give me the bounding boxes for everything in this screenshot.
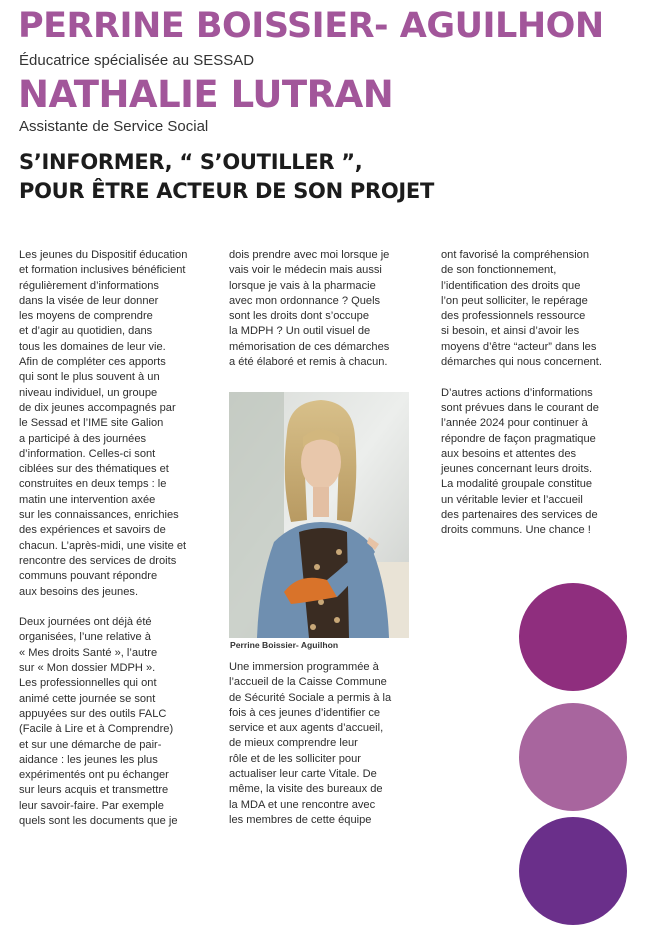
- text-line: les membres de cette équipe: [229, 813, 372, 826]
- text-line: Les professionnelles qui ont: [19, 677, 157, 690]
- text-line: appuyées sur des outils FALC: [19, 707, 167, 720]
- text-line: dans la visée de leur donner: [19, 294, 159, 307]
- text-line: Une immersion programmée à: [229, 661, 379, 673]
- text-line: aidance : les jeunes les plus: [19, 753, 158, 766]
- text-line: l’année 2024 pour continuer à: [441, 417, 588, 430]
- text-line: vais voir le médecin mais aussi: [229, 264, 382, 277]
- headline-line-2: POUR ÊTRE ACTEUR DE SON PROJET: [19, 179, 434, 203]
- text-line: l’on peut solliciter, le repérage: [441, 294, 588, 307]
- paragraph: [441, 248, 641, 370]
- text-line: fois à ces jeunes d’identifier ce: [229, 706, 381, 719]
- text-line: construites en deux temps : le: [19, 478, 167, 491]
- text-line: « Mes droits Santé », l’autre: [19, 646, 158, 659]
- text-line: le Sessad et l’IME site Galion: [19, 417, 164, 430]
- text-line: aux besoins des jeunes.: [19, 585, 139, 598]
- text-line: des professionnels ressource: [441, 310, 586, 323]
- text-line: même, la visite des bureaux de: [229, 783, 383, 796]
- text-line: des partenaires des services de: [441, 509, 598, 522]
- text-line: la MDPH ? Un outil visuel de: [229, 325, 371, 338]
- text-line: Les jeunes du Dispositif éducation: [19, 249, 188, 261]
- text-line: Deux journées ont déjà été: [19, 616, 152, 629]
- text-line: démarches qui nous concernent.: [441, 356, 602, 369]
- author-role-perrine: Éducatrice spécialisée au SESSAD: [19, 52, 255, 69]
- text-line: La modalité groupale constitue: [441, 478, 593, 491]
- text-line: sont prévues dans le courant de: [441, 401, 599, 414]
- text-line: actualiser leur carte Vitale. De: [229, 768, 377, 781]
- headline-line-1: S’INFORMER, “ S’OUTILLER ”,: [19, 150, 363, 174]
- text-column-3: [441, 248, 641, 539]
- text-line: l’accueil de la Caisse Commune: [229, 676, 387, 689]
- text-line: aux besoins et attentes des: [441, 447, 577, 460]
- author-name-nathalie: NATHALIE LUTRAN: [18, 73, 394, 116]
- text-line: rôle et de les solliciter pour: [229, 752, 361, 765]
- text-line: moyens d’être “acteur” dans les: [441, 340, 597, 353]
- text-line: sur « Mon dossier MDPH ».: [19, 662, 156, 675]
- text-line: sont les droits dont s’occupe: [229, 310, 369, 323]
- text-line: a participé à des journées: [19, 432, 147, 445]
- text-line: Afin de compléter ces apports: [19, 356, 166, 369]
- text-line: un véritable levier et l’accueil: [441, 493, 583, 506]
- text-line: de mieux comprendre leur: [229, 737, 358, 750]
- text-line: des expériences et savoirs de: [19, 524, 166, 537]
- text-line: animé cette journée se sont: [19, 692, 156, 705]
- text-line: rencontre des services de droits: [19, 554, 177, 567]
- paragraph: [441, 386, 641, 539]
- text-line: communs pouvant répondre: [19, 570, 158, 583]
- text-line: D’autres actions d’informations: [441, 386, 593, 399]
- portrait-photo: [229, 392, 409, 638]
- text-line: d’information. Celles-ci sont: [19, 447, 156, 460]
- text-line: répondre de façon pragmatique: [441, 432, 596, 445]
- text-line: mémorisation de ces démarches: [229, 340, 390, 353]
- text-line: de Sécurité Sociale a permis à la: [229, 691, 392, 704]
- text-line: lorsque je vais à la pharmacie: [229, 279, 376, 292]
- text-column-2: [229, 248, 419, 370]
- text-line: et d’agir au quotidien, dans: [19, 325, 153, 338]
- text-line: quels sont les documents que je: [19, 814, 178, 827]
- text-line: matin une intervention axée: [19, 493, 156, 506]
- text-line: ciblées sur des thématiques et: [19, 463, 169, 476]
- author-role-nathalie: Assistante de Service Social: [19, 118, 209, 135]
- text-line: ont favorisé la compréhension: [441, 249, 589, 261]
- text-column-2-continued: [229, 660, 419, 828]
- article-headline: [19, 148, 434, 206]
- text-line: si besoin, et ainsi d’avoir les: [441, 325, 580, 338]
- text-line: niveau individuel, un groupe: [19, 386, 158, 399]
- text-line: droits communs. Une chance !: [441, 524, 591, 537]
- paragraph: [19, 248, 209, 600]
- text-line: qui sont le plus souvent à un: [19, 371, 160, 384]
- text-line: jeunes concernant leurs droits.: [441, 463, 593, 476]
- text-line: de son fonctionnement,: [441, 264, 557, 277]
- paragraph: [229, 660, 419, 828]
- text-line: tous les domaines de leur vie.: [19, 340, 166, 353]
- text-line: les moyens de comprendre: [19, 310, 153, 323]
- decorative-circle-top: [519, 583, 627, 691]
- text-line: et sur une démarche de pair-: [19, 738, 162, 751]
- text-line: expérimentés ont pu échanger: [19, 769, 169, 782]
- text-column-1: [19, 248, 209, 829]
- paragraph: [19, 615, 209, 829]
- text-line: et formation inclusives bénéficient: [19, 264, 186, 277]
- paragraph: [229, 248, 419, 370]
- text-line: régulièrement d’informations: [19, 279, 159, 292]
- photo-caption: Perrine Boissier- Aguilhon: [230, 640, 339, 650]
- text-line: l’identification des droits que: [441, 279, 581, 292]
- text-line: a été élaboré et remis à chacun.: [229, 356, 388, 369]
- text-line: sur les connaissances, enrichies: [19, 509, 179, 522]
- decorative-circle-middle: [519, 703, 627, 811]
- text-line: (Facile à Lire et à Comprendre): [19, 723, 174, 736]
- text-line: dois prendre avec moi lorsque je: [229, 249, 390, 261]
- text-line: chacun. L’après-midi, une visite et: [19, 539, 187, 552]
- author-name-perrine: PERRINE BOISSIER- AGUILHON: [18, 6, 604, 46]
- text-line: leur savoir-faire. Par exemple: [19, 799, 164, 812]
- text-line: organisées, l’une relative à: [19, 631, 151, 644]
- text-line: service et aux agents d’accueil,: [229, 722, 384, 735]
- text-line: la MDA et une rencontre avec: [229, 798, 376, 811]
- text-line: sur leurs acquis et transmettre: [19, 784, 169, 797]
- text-line: avec mon ordonnance ? Quels: [229, 294, 381, 307]
- text-line: de dix jeunes accompagnés par: [19, 401, 176, 414]
- decorative-circle-bottom: [519, 817, 627, 925]
